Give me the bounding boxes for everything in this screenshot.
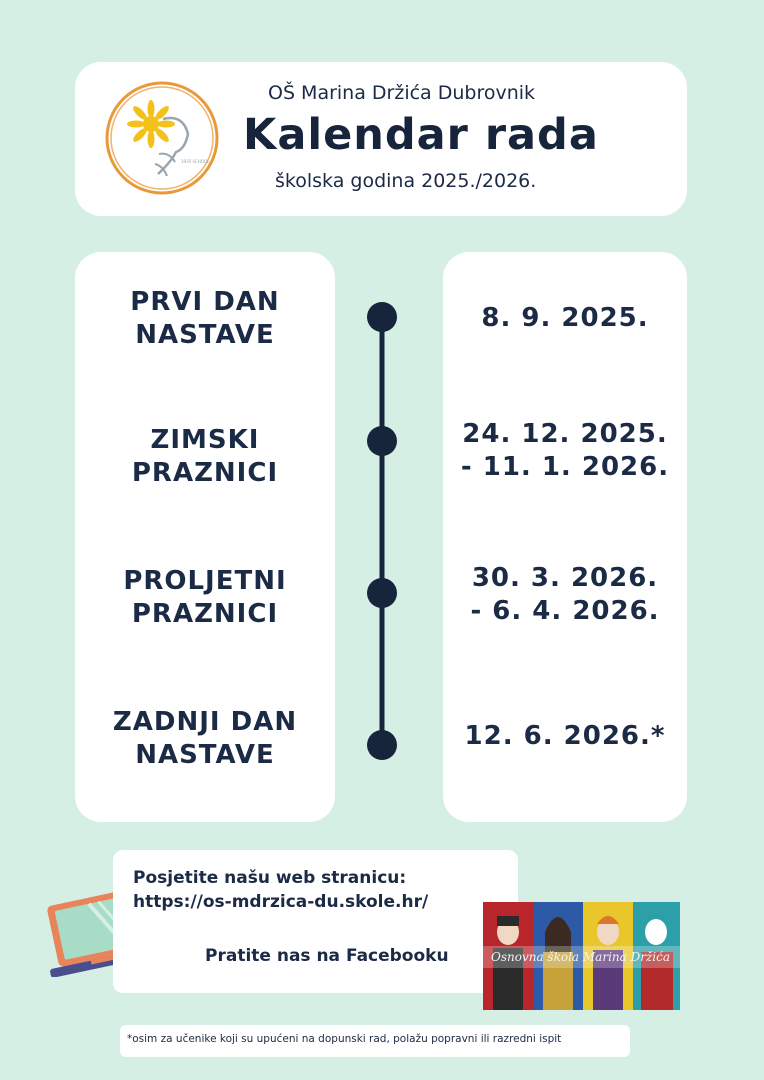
event-date: 12. 6. 2026.* — [464, 721, 666, 751]
timeline-dot — [367, 426, 397, 456]
events-date-card — [443, 252, 687, 822]
svg-text:1935 SCHOOL: 1935 SCHOOL — [181, 159, 210, 164]
event-date: 24. 12. 2025. - 11. 1. 2026. — [460, 419, 670, 482]
event-label: ZIMSKI PRAZNICI — [131, 425, 279, 488]
facebook-image-caption: Osnovna škola Marina Držića — [491, 950, 670, 964]
timeline-dot — [367, 578, 397, 608]
event-date: 8. 9. 2025. — [481, 303, 649, 333]
timeline-dot — [367, 302, 397, 332]
footnote: *osim za učenike koji su upućeni na dopunski rad, polažu popravni ili razredni ispit — [127, 1033, 562, 1045]
school-name: OŠ Marina Držića Dubrovnik — [268, 82, 536, 104]
school-year: školska godina 2025./2026. — [275, 170, 537, 192]
timeline-dot — [367, 730, 397, 760]
facebook-illustration[interactable] — [483, 902, 680, 1010]
website-prompt: Posjetite našu web stranicu: — [133, 868, 407, 888]
footer-card — [113, 850, 518, 993]
page-title: Kalendar rada — [243, 110, 599, 160]
facebook-prompt[interactable]: Pratite nas na Facebooku — [205, 946, 449, 966]
event-label: ZADNJI DAN NASTAVE — [112, 707, 298, 770]
website-link[interactable]: https://os-mdrzica-du.skole.hr/ — [133, 892, 429, 912]
events-label-card — [75, 252, 335, 822]
event-date: 30. 3. 2026. - 6. 4. 2026. — [470, 563, 660, 626]
event-label: PROLJETNI PRAZNICI — [123, 566, 287, 629]
header-card — [75, 62, 687, 216]
school-logo — [103, 79, 221, 197]
event-label: PRVI DAN NASTAVE — [130, 287, 280, 350]
footnote-box — [120, 1025, 630, 1057]
